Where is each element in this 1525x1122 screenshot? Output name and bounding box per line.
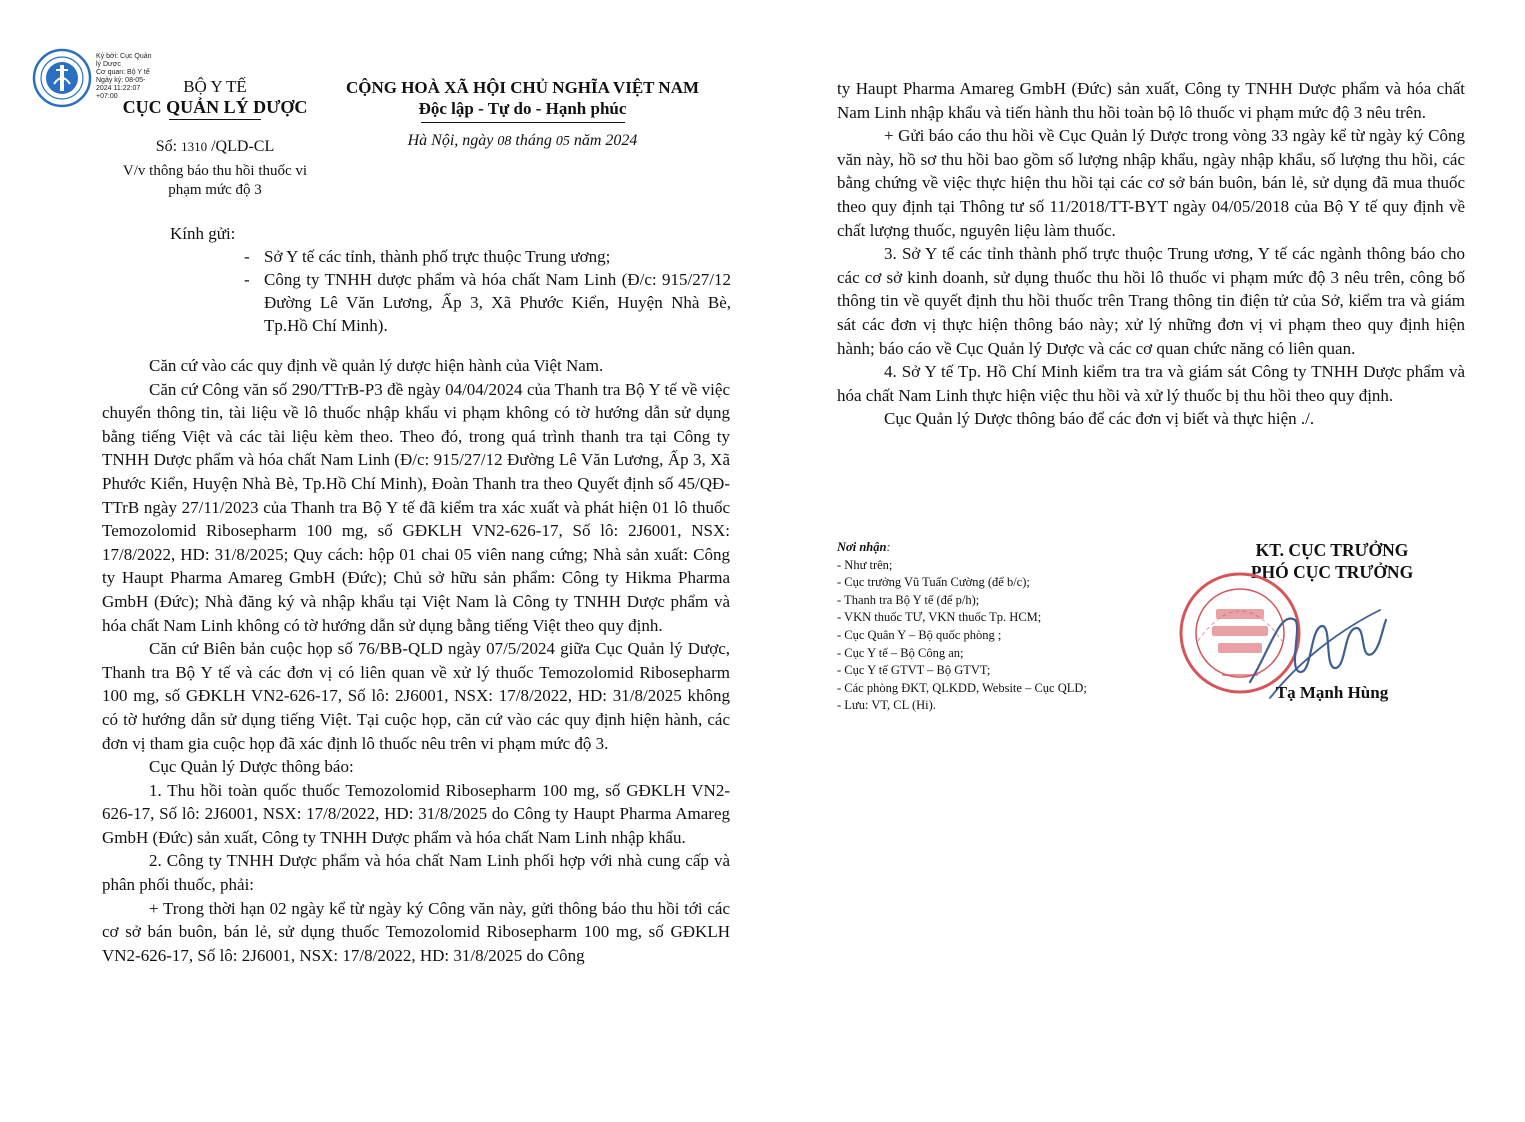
digisig-line: 2024 11:22:07 <box>96 85 141 92</box>
distribution-list <box>837 539 1157 715</box>
recipient-dash: - <box>244 247 250 266</box>
document-number <box>110 138 320 156</box>
distribution-item: - Như trên; <box>837 557 893 572</box>
date-month-label: tháng <box>515 132 552 149</box>
body-paragraph: Căn cứ Biên bản cuộc họp số 76/BB-QLD ngày 07/5/2024 giữa Cục Quản lý Dược, Thanh tra Bộ Y tế và các đơn vị có liên quan về xử lý thuốc Temozolomid Ribosepharm 100 mg, số GĐKLH VN2-626-17, Số lô: 2J6001, NSX: 17/8/2022, HD: 31/8/2025 không có tờ hướng dẫn sử dụng tiếng Việt. Tại cuộc họp, căn cứ vào các quy định hiện hành, các đơn vị tham gia cuộc họp đã xác định lô thuốc nêu trên vi phạm mức độ 3. <box>102 639 730 753</box>
signature-title-line: KT. CỤC TRƯỞNG <box>1255 540 1409 560</box>
body-paragraph: + Gửi báo cáo thu hồi về Cục Quản lý Dược trong vòng 33 ngày kể từ ngày ký Công văn này, hồ sơ thu hồi bao gồm số lượng nhập khẩu, ngày nhập khẩu, số lượng thu hồi, các bằng chứng về việc thực hiện thu hồi tại các cơ sở bán buôn, bán lẻ, sử dụng đã mua thuốc theo quy định tại Thông tư số 11/2018/TT-BYT ngày 04/05/2018 của Bộ Y tế quy định về chất lượng thuốc, nguyên liệu làm thuốc. <box>837 126 1465 240</box>
recipient-item <box>244 245 731 268</box>
recipient-text: Công ty TNHH dược phẩm và hóa chất Nam Linh (Đ/c: 915/27/12 Đường Lê Văn Lương, Ấp 3, Xã Phước Kiển, Huyện Nhà Bè, Tp.Hồ Chí Minh). <box>264 270 731 335</box>
body-paragraph: 4. Sở Y tế Tp. Hồ Chí Minh kiểm tra tra và giám sát Công ty TNHH Dược phẩm và hóa chất Nam Linh thực hiện việc thu hồi và xử lý thuốc bị thu hồi theo quy định. <box>837 362 1465 405</box>
document-subject <box>108 162 322 200</box>
date-month: 05 <box>555 134 570 149</box>
motto-underline <box>421 122 625 123</box>
date-day: 08 <box>497 134 512 149</box>
distribution-item: - Cục Y tế – Bộ Công an; <box>837 645 964 660</box>
signature-title-line: PHÓ CỤC TRƯỞNG <box>1250 562 1414 582</box>
nation-name: CỘNG HOÀ XÃ HỘI CHỦ NGHĨA VIỆT NAM <box>345 78 700 97</box>
digisig-line: Ngày ký: 08-05- <box>96 77 146 84</box>
body-left-column <box>102 354 730 967</box>
doc-no-value: 1310 <box>181 139 208 154</box>
distribution-item: - Lưu: VT, CL (Hi). <box>837 698 936 713</box>
signatory-name: Tạ Mạnh Hùng <box>1275 683 1389 702</box>
body-paragraph: 3. Sở Y tế các tỉnh thành phố trực thuộc Trung ương, Y tế các ngành thông báo cho các cơ sở kinh doanh, sử dụng thuốc thu hồi lô thuốc vi phạm mức độ 3 nêu trên, công bố thông tin về quyết định thu hồi thuốc trên Trang thông tin điện tử của Sở, kiểm tra và giám sát các đơn vị thực hiện thông báo này; xử lý những đơn vị vi phạm theo quy định hiện hành; báo cáo về Cục Quản lý Dược và các cơ quan chức năng có liên quan. <box>837 244 1465 358</box>
issue-date <box>330 132 715 150</box>
body-paragraph: + Trong thời hạn 02 ngày kể từ ngày ký Công văn này, gửi thông báo thu hồi tới các cơ sở bán buôn, bán lẻ, sử dụng thuốc Temozolomid Ribosepharm 100 mg, số GĐKLH VN2-626-17, Số lô: 2J6001, NSX: 17/8/2022, HD: 31/8/2025 do Công <box>102 898 730 965</box>
body-paragraph: Cục Quản lý Dược thông báo để các đơn vị biết và thực hiện ./. <box>884 409 1315 429</box>
body-paragraph: Căn cứ Công văn số 290/TTrB-P3 đề ngày 04/04/2024 của Thanh tra Bộ Y tế về việc chuyển thông tin, tài liệu về lô thuốc nhập khẩu vi phạm không có tờ hướng dẫn sử dụng bằng tiếng Việt và các tài liệu kèm theo. Theo đó, trong quá trình thanh tra tại Công ty TNHH Dược phẩm và hóa chất Nam Linh (Đ/c: 915/27/12 Đường Lê Văn Lương, Ấp 3, Xã Phước Kiển, Huyện Nhà Bè, Tp.Hồ Chí Minh), Đoàn Thanh tra theo Quyết định số 45/QĐ-TTrB ngày 27/11/2023 của Thanh tra Bộ Y tế đã kiểm tra xác xuất và phát hiện 01 lô thuốc Temozolomid Ribosepharm 100 mg, số GĐKLH VN2-626-17, Số lô: 2J6001, NSX: 17/8/2022, HD: 31/8/2025; Quy cách: hộp 01 chai 05 viên nang cứng; Nhà sản xuất: Công ty Haupt Pharma Amareg GmbH (Đức); Chủ sở hữu sản phẩm: Công ty Hikma Pharma GmbH (Đức); Nhà đăng ký và nhập khẩu tại Việt Nam là Công ty TNHH Dược phẩm và hóa chất Nam Linh không có tờ hướng dẫn sử dụng bằng tiếng Việt theo quy định. <box>102 379 730 635</box>
digisig-line: lý Dược <box>96 61 121 68</box>
national-header <box>330 77 715 123</box>
subject-line: phạm mức độ 3 <box>168 182 262 198</box>
distribution-title: Nơi nhận <box>837 540 887 554</box>
recipient-dash: - <box>244 270 250 289</box>
issuing-authority <box>110 77 320 120</box>
body-right-column <box>837 77 1465 431</box>
body-paragraph: Căn cứ vào các quy định về quản lý dược hiện hành của Việt Nam. <box>149 356 604 375</box>
authority-underline <box>169 119 261 120</box>
body-paragraph: 2. Công ty TNHH Dược phẩm và hóa chất Nam Linh phối hợp với nhà cung cấp và phân phối thuốc, phải: <box>102 851 730 895</box>
digisig-line: Cơ quan: Bộ Y tế <box>96 69 150 76</box>
national-motto: Độc lập - Tự do - Hạnh phúc <box>418 99 627 118</box>
distribution-item: - Cục Quân Y – Bộ quốc phòng ; <box>837 627 1002 642</box>
distribution-item: - Các phòng ĐKT, QLKDD, Website – Cục QLD; <box>837 680 1087 695</box>
body-paragraph: ty Haupt Pharma Amareg GmbH (Đức) sản xuất, Công ty TNHH Dược phẩm và hóa chất Nam Linh nhập khẩu và tiến hành thu hồi toàn bộ lô thuốc vi phạm mức độ 3 nêu trên. <box>837 79 1465 122</box>
distribution-item: - Cục Y tế GTVT – Bộ GTVT; <box>837 663 991 678</box>
recipient-item <box>244 268 731 337</box>
body-paragraph: 1. Thu hồi toàn quốc thuốc Temozolomid Ribosepharm 100 mg, số GĐKLH VN2-626-17, Số lô: 2J6001, NSX: 17/8/2022, HD: 31/8/2025 do Công ty Haupt Pharma Amareg GmbH (Đức) sản xuất, Công ty TNHH Dược phẩm và hóa chất Nam Linh nhập khẩu. <box>102 780 730 847</box>
doc-no-suffix: /QLD-CL <box>211 138 275 155</box>
digisig-line: Ký bởi: Cục Quản <box>96 53 152 60</box>
doc-no-prefix: Số: <box>155 138 178 155</box>
recipients-label: Kính gửi: <box>170 224 236 243</box>
ministry-logo-icon <box>32 48 92 108</box>
ministry-name: BỘ Y TẾ <box>183 77 247 96</box>
distribution-item: - VKN thuốc TƯ, VKN thuốc Tp. HCM; <box>837 610 1042 625</box>
subject-line: V/v thông báo thu hồi thuốc vi <box>122 163 308 179</box>
digisig-line: +07:00 <box>96 93 118 100</box>
body-paragraph: Cục Quản lý Dược thông báo: <box>149 757 354 777</box>
distribution-item: - Cục trưởng Vũ Tuấn Cường (để b/c); <box>837 575 1030 590</box>
distribution-item: - Thanh tra Bộ Y tế (để p/h); <box>837 592 980 607</box>
department-name: CỤC QUẢN LÝ DƯỢC <box>122 97 308 117</box>
date-year: năm 2024 <box>573 132 638 149</box>
distribution-colon: : <box>886 540 891 554</box>
recipient-text: Sở Y tế các tỉnh, thành phố trực thuộc Trung ương; <box>264 247 611 266</box>
date-place: Hà Nội, ngày <box>407 132 494 149</box>
